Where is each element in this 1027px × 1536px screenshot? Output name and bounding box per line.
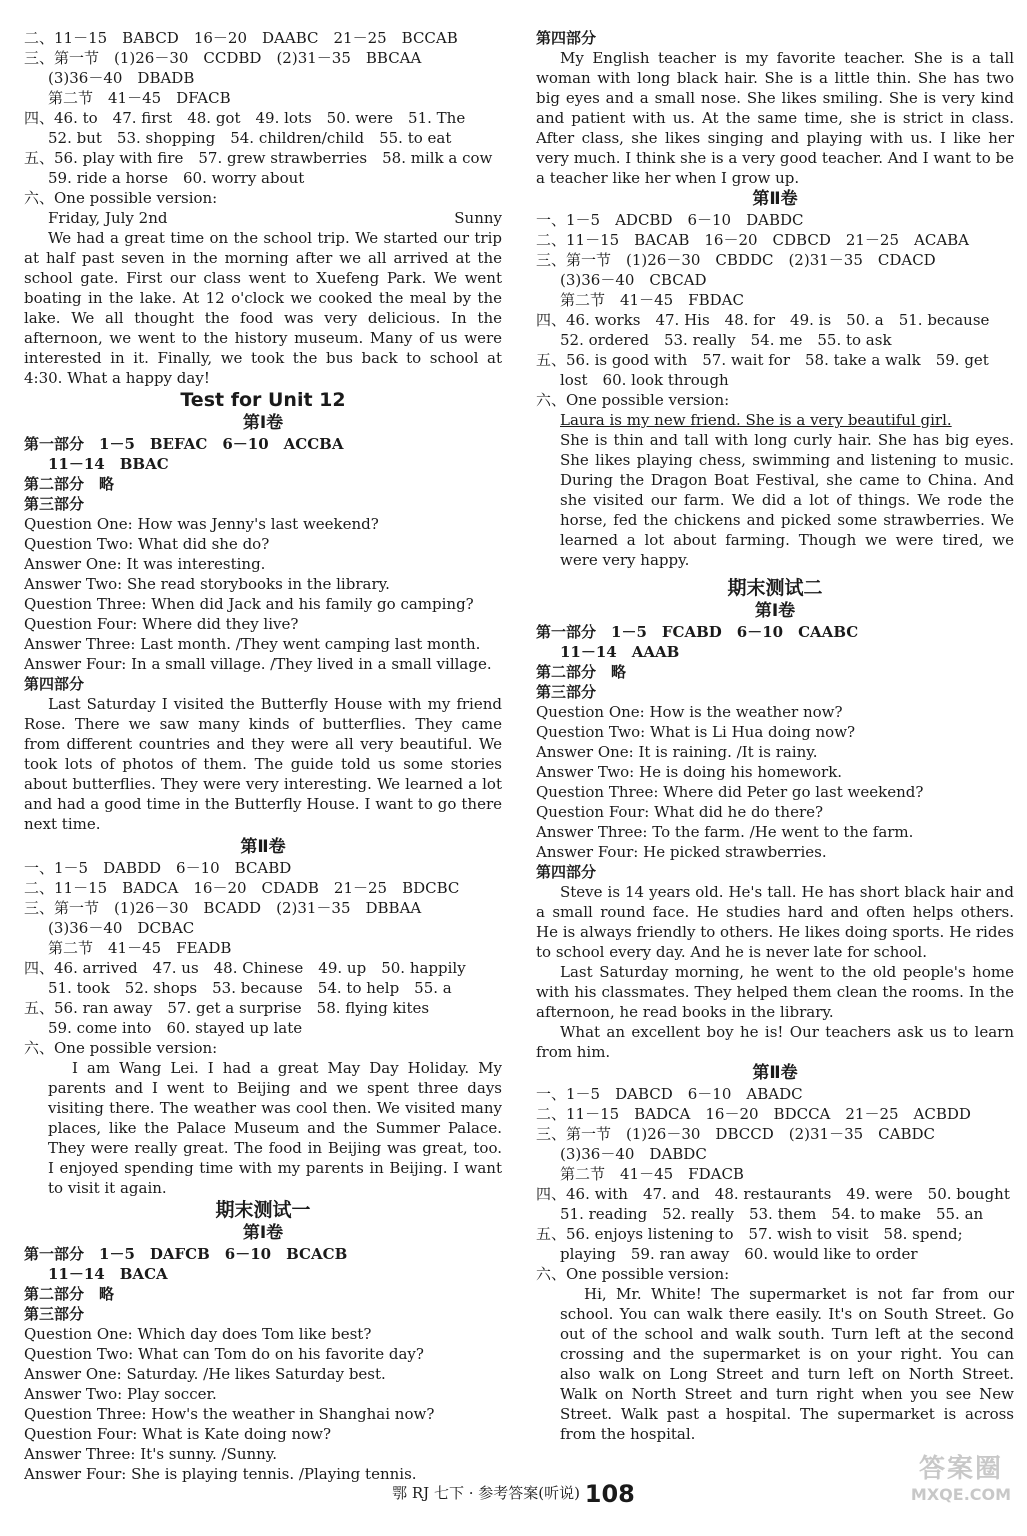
answer-line: 六、One possible version: [536,1265,730,1283]
answer-line: 四、46. with 47. and 48. restaurants 49. were 50. bought [536,1185,1010,1203]
essay-paragraph: She is thin and tall with long curly hair. She has big eyes. She likes playing chess, swimming and listening to music. During the Dragon Boat Festival, she came to China. And she visited our farm. We did a lot of things. We rode the horse, fed the chickens and picked some strawberries. We learned a lot about farming. Though we were tired, we were very happy. [560,431,1014,569]
section-subtitle: 第Ⅰ卷 [754,601,796,621]
section-title: Test for Unit 12 [180,389,346,411]
answer-line: 11－14 BACA [48,1265,168,1283]
qa-line: Answer Three: Last month. /They went camping last month. [24,635,481,653]
answer-line: 三、第一节 (1)26－30 DBCCD (2)31－35 CABDC [536,1125,935,1143]
answer-line: 三、第一节 (1)26－30 BCADD (2)31－35 DBBAA [24,899,422,917]
answer-line: 六、One possible version: [536,391,730,409]
diary-header [24,208,502,228]
answer-line: 二、11－15 BADCA 16－20 BDCCA 21－25 ACBDD [536,1105,971,1123]
answer-line: 二、11－15 BADCA 16－20 CDADB 21－25 BDCBC [24,879,460,897]
qa-line: Answer One: Saturday. /He likes Saturday best. [24,1365,386,1383]
answer-line: 五、56. enjoys listening to 57. wish to visit 58. spend; [536,1225,963,1243]
footer-label: 鄂 RJ 七下 · 参考答案(听说) [392,1484,580,1502]
answer-line: 二、11－15 BACAB 16－20 CDBCD 21－25 ACABA [536,231,970,249]
qa-line: Question Two: What is Li Hua doing now? [536,723,856,741]
answer-line: 第二部分 略 [24,1285,115,1303]
qa-line: Answer Two: Play soccer. [24,1385,217,1403]
answer-line: 四、46. works 47. His 48. for 49. is 50. a 51. because [536,311,990,329]
qa-line: Answer Four: She is playing tennis. /Playing tennis. [24,1465,417,1483]
watermark-url: MXQE.COM [910,1485,1012,1504]
qa-line: Question Three: When did Jack and his family go camping? [24,595,474,613]
answer-line: 第三部分 [24,1305,85,1323]
answer-line: 第二节 41－45 FEADB [48,939,232,957]
qa-line: Answer Four: He picked strawberries. [536,843,827,861]
diary-date: Friday, July 2nd [48,209,168,227]
essay-paragraph: My English teacher is my favorite teacher. She is a tall woman with long black hair. She is a little thin. She has two big eyes and a small nose. She likes smiling. She is very kind and patient with us. At the same time, she is strict in class. After class, she likes singing and playing with us. I like her very much. I think she is a very good teacher. And I want to be a teacher like her when I grow up. [536,49,1014,187]
answer-line: (3)36－40 DBADB [48,69,195,87]
answer-line: 第四部分 [536,29,597,47]
qa-line: Question One: How is the weather now? [536,703,843,721]
answer-line: 第二节 41－45 DFACB [48,89,231,107]
answer-line: 11－14 BBAC [48,455,169,473]
answer-line: (3)36－40 CBCAD [560,271,707,289]
answer-line: 四、46. to 47. first 48. got 49. lots 50. were 51. The [24,109,466,127]
qa-line: Answer One: It was interesting. [24,555,266,573]
page-number: 108 [584,1480,635,1508]
section-subtitle: 第Ⅱ卷 [752,189,798,209]
essay-paragraph: I am Wang Lei. I had a great May Day Holiday. My parents and I went to Beijing and we spent three days visiting there. The weather was cool then. We visited many places, like the Palace Museum and the Summer Palace. They were really great. The food in Beijing was great, too. I enjoyed spending time with my parents in Beijing. I want to visit it again. [48,1059,502,1197]
qa-line: Answer Four: In a small village. /They lived in a small village. [24,655,492,673]
right-column [536,28,1014,1444]
qa-line: Question One: How was Jenny's last weekend? [24,515,379,533]
qa-line: Answer Two: She read storybooks in the library. [24,575,390,593]
answer-line: 五、56. ran away 57. get a surprise 58. flying kites [24,999,430,1017]
essay-first-line: Laura is my new friend. She is a very beautiful girl. [560,411,952,429]
answer-line: 五、56. is good with 57. wait for 58. take a walk 59. get [536,351,989,369]
qa-line: Question Two: What did she do? [24,535,270,553]
answer-line: playing 59. ran away 60. would like to order [560,1245,918,1263]
answer-line: 一、1－5 DABDD 6－10 BCABD [24,859,292,877]
answer-line: 一、1－5 DABCD 6－10 ABADC [536,1085,803,1103]
answer-line: 52. but 53. shopping 54. children/child 55. to eat [48,129,452,147]
page-footer [0,1480,1027,1508]
essay-paragraph: Steve is 14 years old. He's tall. He has short black hair and a small round face. He studies hard and often helps others. He is always friendly to others. He likes doing sports. He rides to school every day. And he is never late for school. [536,883,1014,961]
watermark-text: 答案圈 [918,1454,1003,1484]
answer-line: 51. reading 52. really 53. them 54. to make 55. an [560,1205,984,1223]
qa-line: Answer Two: He is doing his homework. [536,763,843,781]
essay-paragraph: Hi, Mr. White! The supermarket is not far from our school. You can walk there easily. It's on South Street. Go out of the school and walk south. Turn left at the second crossing and the supermarket is on your right. You can also walk on Long Street and turn left on North Street. Walk on North Street and turn right when you see New Street. Walk past a hospital. The supermarket is across from the hospital. [560,1285,1014,1443]
answer-line: (3)36－40 DABDC [560,1145,707,1163]
section-subtitle: 第Ⅰ卷 [242,1223,284,1243]
answer-line: 三、第一节 (1)26－30 CBDDC (2)31－35 CDACD [536,251,936,269]
essay-paragraph: What an excellent boy he is! Our teachers ask us to learn from him. [536,1023,1014,1061]
answer-line: 第二部分 略 [536,663,627,681]
answer-line: 第二节 41－45 FBDAC [560,291,744,309]
answer-line: 六、One possible version: [24,189,218,207]
answer-line: 第四部分 [536,863,597,881]
answer-line: lost 60. look through [560,371,729,389]
answer-line: 第一部分 1－5 BEFAC 6－10 ACCBA [24,435,344,453]
section-title: 期末测试二 [727,577,823,599]
answer-line: 第一部分 1－5 DAFCB 6－10 BCACB [24,1245,348,1263]
answer-line: 一、1－5 ADCBD 6－10 DABDC [536,211,804,229]
qa-line: Question Four: What is Kate doing now? [24,1425,332,1443]
qa-line: Question Three: How's the weather in Shanghai now? [24,1405,435,1423]
qa-line: Question Four: Where did they live? [24,615,299,633]
answer-line: 51. took 52. shops 53. because 54. to help 55. a [48,979,452,997]
essay-paragraph: Last Saturday morning, he went to the old people's home with his classmates. They helped them clean the rooms. In the afternoon, he read books in the library. [536,963,1014,1021]
answer-line: 六、One possible version: [24,1039,218,1057]
qa-line: Question Two: What can Tom do on his favorite day? [24,1345,424,1363]
answer-line: 第二部分 略 [24,475,115,493]
section-subtitle: 第Ⅱ卷 [240,837,286,857]
answer-line: 第三部分 [536,683,597,701]
answer-line: 59. come into 60. stayed up late [48,1019,303,1037]
qa-line: Question One: Which day does Tom like best? [24,1325,372,1343]
answer-line: 59. ride a horse 60. worry about [48,169,305,187]
answer-line: 五、56. play with fire 57. grew strawberries 58. milk a cow [24,149,493,167]
section-subtitle: 第Ⅱ卷 [752,1063,798,1083]
answer-line: 四、46. arrived 47. us 48. Chinese 49. up 50. happily [24,959,466,977]
essay-paragraph: Last Saturday I visited the Butterfly House with my friend Rose. There we saw many kinds of butterflies. They came from different countries and they were all very beautiful. We took lots of photos of them. The guide told us some stories about butterflies. They were very interesting. We learned a lot and had a good time in the Butterfly House. I want to go there next time. [24,695,502,833]
answer-line: (3)36－40 DCBAC [48,919,195,937]
answer-line: 第一部分 1－5 FCABD 6－10 CAABC [536,623,859,641]
qa-line: Answer One: It is raining. /It is rainy. [536,743,818,761]
qa-line: Answer Three: To the farm. /He went to the farm. [536,823,914,841]
answer-line: 第四部分 [24,675,85,693]
answer-line: 第三部分 [24,495,85,513]
qa-line: Answer Three: It's sunny. /Sunny. [24,1445,278,1463]
answer-line: 三、第一节 (1)26－30 CCDBD (2)31－35 BBCAA [24,49,422,67]
left-column [24,28,502,1484]
section-title: 期末测试一 [215,1199,311,1221]
essay-paragraph: We had a great time on the school trip. We started our trip at half past seven in the morning after we all arrived at the school gate. First our class went to Xuefeng Park. We went boating in the lake. At 12 o'clock we cooked the meal by the lake. We all thought the food was very delicious. In the afternoon, we went to the history museum. Many of us were interested in it. Finally, we took the bus back to school at 4:30. What a happy day! [24,229,502,387]
answer-line: 52. ordered 53. really 54. me 55. to ask [560,331,892,349]
answer-line: 第二节 41－45 FDACB [560,1165,744,1183]
diary-weather: Sunny [454,209,502,227]
qa-line: Question Four: What did he do there? [536,803,824,821]
watermark-logo [905,1448,1017,1518]
qa-line: Question Three: Where did Peter go last weekend? [536,783,924,801]
answer-line: 二、11－15 BABCD 16－20 DAABC 21－25 BCCAB [24,29,458,47]
answer-line: 11－14 AAAB [560,643,680,661]
section-subtitle: 第Ⅰ卷 [242,413,284,433]
